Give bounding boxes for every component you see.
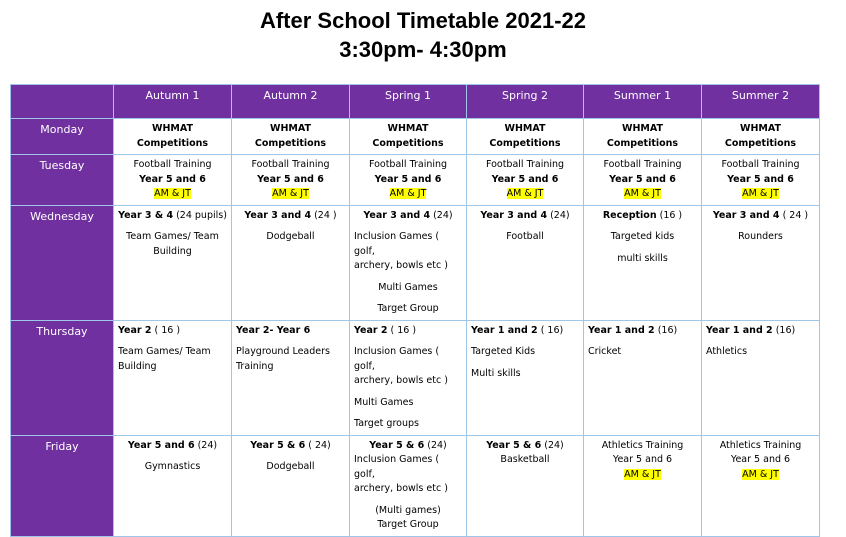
day-label: Wednesday [11,205,114,320]
year-group-text: Year 5 and 6 [491,173,559,185]
year-group-text: Year 5 & 6 [486,439,542,451]
year-group-text: Year 1 and 2 [588,324,655,336]
activity-text: Football Training [133,159,212,170]
timetable-cell: WHMAT Competitions [702,119,820,155]
timetable-cell [114,435,232,536]
activity-text: Football Training [368,159,448,170]
pupil-count: (24) [547,209,570,221]
timetable-cell [584,435,702,536]
pupil-count: (16) [654,324,678,336]
year-group-text: Year 5 and 6 [374,173,442,185]
term-header: Autumn 1 [114,85,232,119]
activity-text: Football Training [251,159,330,170]
pupil-count: (24) [430,209,453,221]
pupil-count: (16 ) [656,209,683,221]
year-group-text: Year 5 and 6 [727,173,794,185]
activity-text: Target Group [377,519,439,530]
activity-text: Multi skills [471,367,521,379]
timetable-cell [467,320,584,435]
timetable-cell: WHMAT Competitions [232,119,350,155]
activity-text: Football Training [485,159,565,170]
timetable-cell: WHMAT Competitions [584,119,702,155]
year-group-text: Year 5 and 6 [609,173,676,185]
tuesday-row [11,155,820,206]
year-group-text: Year 5 and 6 [127,439,195,451]
activity-text: Training [236,360,274,372]
year-group-text: Year 5 and 6 [612,454,673,465]
activity-text: Rounders [738,231,783,242]
staff-initials: AM & JT [506,188,544,199]
year-group-text: Year 3 and 4 [712,209,780,221]
year-group-text: Reception [602,209,657,221]
timetable-cell [232,435,350,536]
staff-initials: AM & JT [742,468,779,480]
timetable-cell [232,155,350,206]
pupil-count: (24 ) [311,209,337,221]
activity-text: Team Games/ Team [126,231,219,242]
timetable-cell [232,320,350,435]
activity-text: Inclusion Games ( golf, [354,231,440,257]
year-group-text: Year 3 and 4 [480,209,548,221]
pupil-count: (24) [194,439,218,451]
timetable [10,84,820,537]
year-group-text: Year 5 & 6 [369,439,425,451]
wednesday-row [11,205,820,320]
term-header: Summer 1 [584,85,702,119]
timetable-cell [467,155,584,206]
pupil-count: ( 16 ) [387,324,417,336]
timetable-cell [350,320,467,435]
monday-row [11,119,820,155]
friday-row [11,435,820,536]
activity-text: Target Group [377,303,439,314]
activity-text: archery, bowls etc ) [354,483,448,494]
staff-initials: AM & JT [272,188,309,199]
term-header: Spring 1 [350,85,467,119]
staff-initials: AM & JT [742,188,779,199]
timetable-cell [350,205,467,320]
page-title: After School Timetable 2021-22 [259,8,587,33]
activity-text: Inclusion Games ( golf, [354,454,440,480]
pupil-count: ( 16 ) [151,324,181,336]
year-group-text: Year 5 and 6 [730,454,791,465]
staff-initials: AM & JT [154,188,191,199]
activity-text: Building [153,245,192,257]
activity-text: Football [506,231,544,242]
year-group-text: Year 1 and 2 [471,324,538,336]
day-label: Thursday [11,320,114,435]
term-header: Autumn 2 [232,85,350,119]
activity-text: archery, bowls etc ) [354,260,448,271]
timetable-cell [702,320,820,435]
thursday-row [11,320,820,435]
activity-text: Athletics [706,346,748,357]
year-group-text: Year 3 and 4 [244,209,312,221]
pupil-count: (16) [772,324,796,336]
day-label: Monday [11,119,114,155]
activity-text: multi skills [617,252,668,264]
year-group-text: Year 3 and 4 [363,209,431,221]
timetable-cell: WHMAT Competitions [467,119,584,155]
activity-text: Inclusion Games ( golf, [354,346,440,372]
activity-text: Targeted kids [610,231,675,242]
timetable-cell [702,205,820,320]
year-group-text: Year 2 [354,324,388,336]
activity-text: Athletics Training [601,439,684,451]
timetable-cell [584,205,702,320]
activity-text: Target groups [354,418,419,429]
timetable-cell [232,205,350,320]
pupil-count: ( 16) [537,324,564,336]
activity-text: (Multi games) [375,504,441,516]
staff-initials: AM & JT [624,188,661,199]
activity-text: Athletics Training [719,439,802,451]
timetable-cell [114,320,232,435]
year-group-text: Year 5 & 6 [250,439,306,451]
timetable-cell [467,435,584,536]
timetable-cell [584,155,702,206]
activity-text: Basketball [500,454,550,465]
pupil-count: (24 pupils) [173,209,227,221]
timetable-cell [114,155,232,206]
year-group-text: Year 5 and 6 [139,173,206,185]
timetable-cell [702,435,820,536]
activity-text: Dodgeball [266,231,315,242]
activity-text: Cricket [588,346,622,357]
timetable-cell [350,155,467,206]
pupil-count: ( 24 ) [779,209,809,221]
header-row [11,85,820,119]
activity-text: Multi Games [354,396,414,408]
year-group-text: Year 2- Year 6 [236,324,311,336]
activity-text: Football Training [721,159,800,170]
activity-text: Football Training [603,159,682,170]
timetable-cell [467,205,584,320]
page-subtitle: 3:30pm- 4:30pm [339,37,507,62]
activity-text: Dodgeball [266,461,315,472]
term-header: Spring 2 [467,85,584,119]
timetable-cell [114,205,232,320]
year-group-text: Year 1 and 2 [706,324,773,336]
year-group-text: Year 2 [118,324,152,336]
activity-text: Playground Leaders [236,346,330,357]
activity-text: archery, bowls etc ) [354,375,448,386]
pupil-count: (24) [424,439,447,451]
term-header: Summer 2 [702,85,820,119]
year-group-text: Year 5 and 6 [257,173,324,185]
year-group-text: Year 3 & 4 [118,209,174,221]
timetable-cell [702,155,820,206]
activity-text: Building [118,360,157,372]
staff-initials: AM & JT [389,188,427,199]
timetable-cell [350,435,467,536]
day-label: Friday [11,435,114,536]
pupil-count: (24) [541,439,564,451]
activity-text: Team Games/ Team [118,346,211,357]
day-label: Tuesday [11,155,114,206]
pupil-count: ( 24) [305,439,331,451]
timetable-cell: WHMAT Competitions [350,119,467,155]
timetable-cell: WHMAT Competitions [114,119,232,155]
activity-text: Targeted Kids [471,346,536,357]
corner-cell [11,85,114,119]
activity-text: Multi Games [378,281,438,293]
activity-text: Gymnastics [144,461,201,472]
staff-initials: AM & JT [624,468,661,480]
timetable-cell [584,320,702,435]
